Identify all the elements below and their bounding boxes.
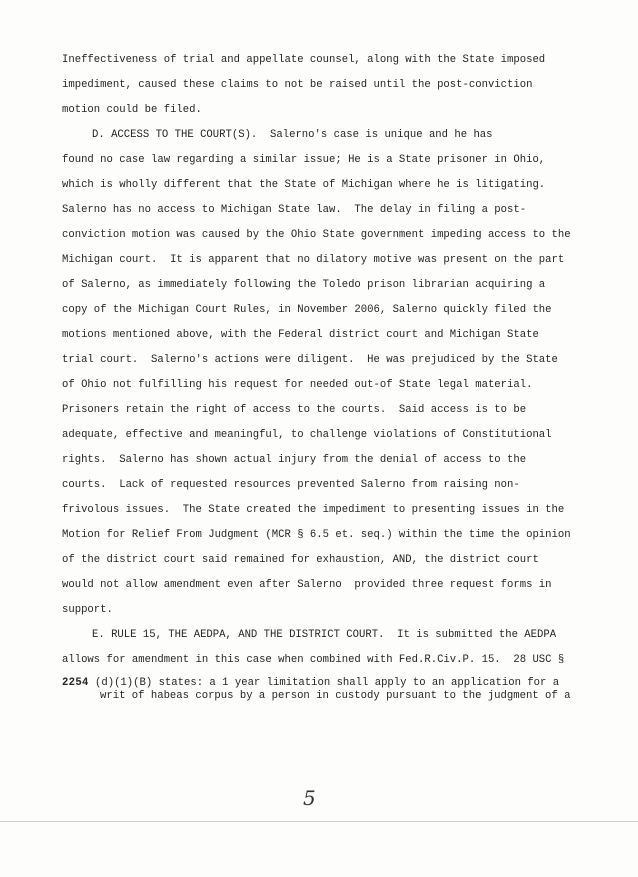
document-body [62,48,602,703]
text-line: of Ohio not fulfilling his request for needed out-of State legal material. [62,379,533,391]
text-line: of Salerno, as immediately following the Toledo prison librarian acquiring a [62,279,546,291]
text-span: (d)(1)(B) states: a 1 year limitation shall apply to an application for a [88,677,560,689]
text-line: Michigan court. It is apparent that no dilatory motive was present on the part [62,254,565,266]
text-line: trial court. Salerno's actions were diligent. He was prejudiced by the State [62,354,558,366]
statute-section-number: 2254 [62,677,89,689]
text-line: of the district court said remained for exhaustion, AND, the district court [62,554,539,566]
text-line: allows for amendment in this case when combined with Fed.R.Civ.P. 15. 28 USC § [62,654,565,666]
text-line: rights. Salerno has shown actual injury from the denial of access to the [62,454,527,466]
continuation-paragraph [62,48,602,123]
section-e-heading: E. RULE 15, THE AEDPA, AND THE DISTRICT COURT. [92,629,385,641]
text-line: courts. Lack of requested resources prevented Salerno from raising non- [62,479,520,491]
text-line: found no case law regarding a similar issue; He is a State prisoner in Ohio, [62,154,546,166]
section-e-first-line [62,623,602,648]
text-line: Ineffectiveness of trial and appellate counsel, along with the State imposed [62,54,546,66]
text-line: Motion for Relief From Judgment (MCR § 6.5 et. seq.) within the time the opinion [62,529,571,541]
text-line: Salerno has no access to Michigan State law. The delay in filing a post- [62,204,527,216]
text-line: motions mentioned above, with the Federal district court and Michigan State [62,329,539,341]
text-line: adequate, effective and meaningful, to challenge violations of Constitutional [62,429,552,441]
text-line: which is wholly different that the State of Michigan where he is litigating. [62,179,546,191]
text-span: It is submitted the AEDPA [384,629,557,641]
text-line: Prisoners retain the right of access to the courts. Said access is to be [62,404,527,416]
quote-second-line: writ of habeas corpus by a person in custody pursuant to the judgment of a [100,690,571,702]
section-e-paragraph [62,623,602,673]
text-line: conviction motion was caused by the Ohio State government impeding access to the [62,229,571,241]
section-d-heading: D. ACCESS TO THE COURT(S). [92,129,258,141]
page-number: 5 [303,786,316,810]
section-d-first-line [62,123,602,148]
section-d-paragraph [62,123,602,623]
text-line: support. [62,604,113,616]
text-line: motion could be filed. [62,104,202,116]
text-line: would not allow amendment even after Salerno provided three request forms in [62,579,552,591]
text-line: copy of the Michigan Court Rules, in November 2006, Salerno quickly filed the [62,304,552,316]
text-span: Salerno's case is unique and he has [257,129,493,141]
text-line: frivolous issues. The State created the impediment to presenting issues in the [62,504,565,516]
text-line: impediment, caused these claims to not be raised until the post-conviction [62,79,533,91]
quote-first-line [62,677,602,690]
statute-quote [62,677,602,703]
scan-edge-divider [0,821,638,822]
